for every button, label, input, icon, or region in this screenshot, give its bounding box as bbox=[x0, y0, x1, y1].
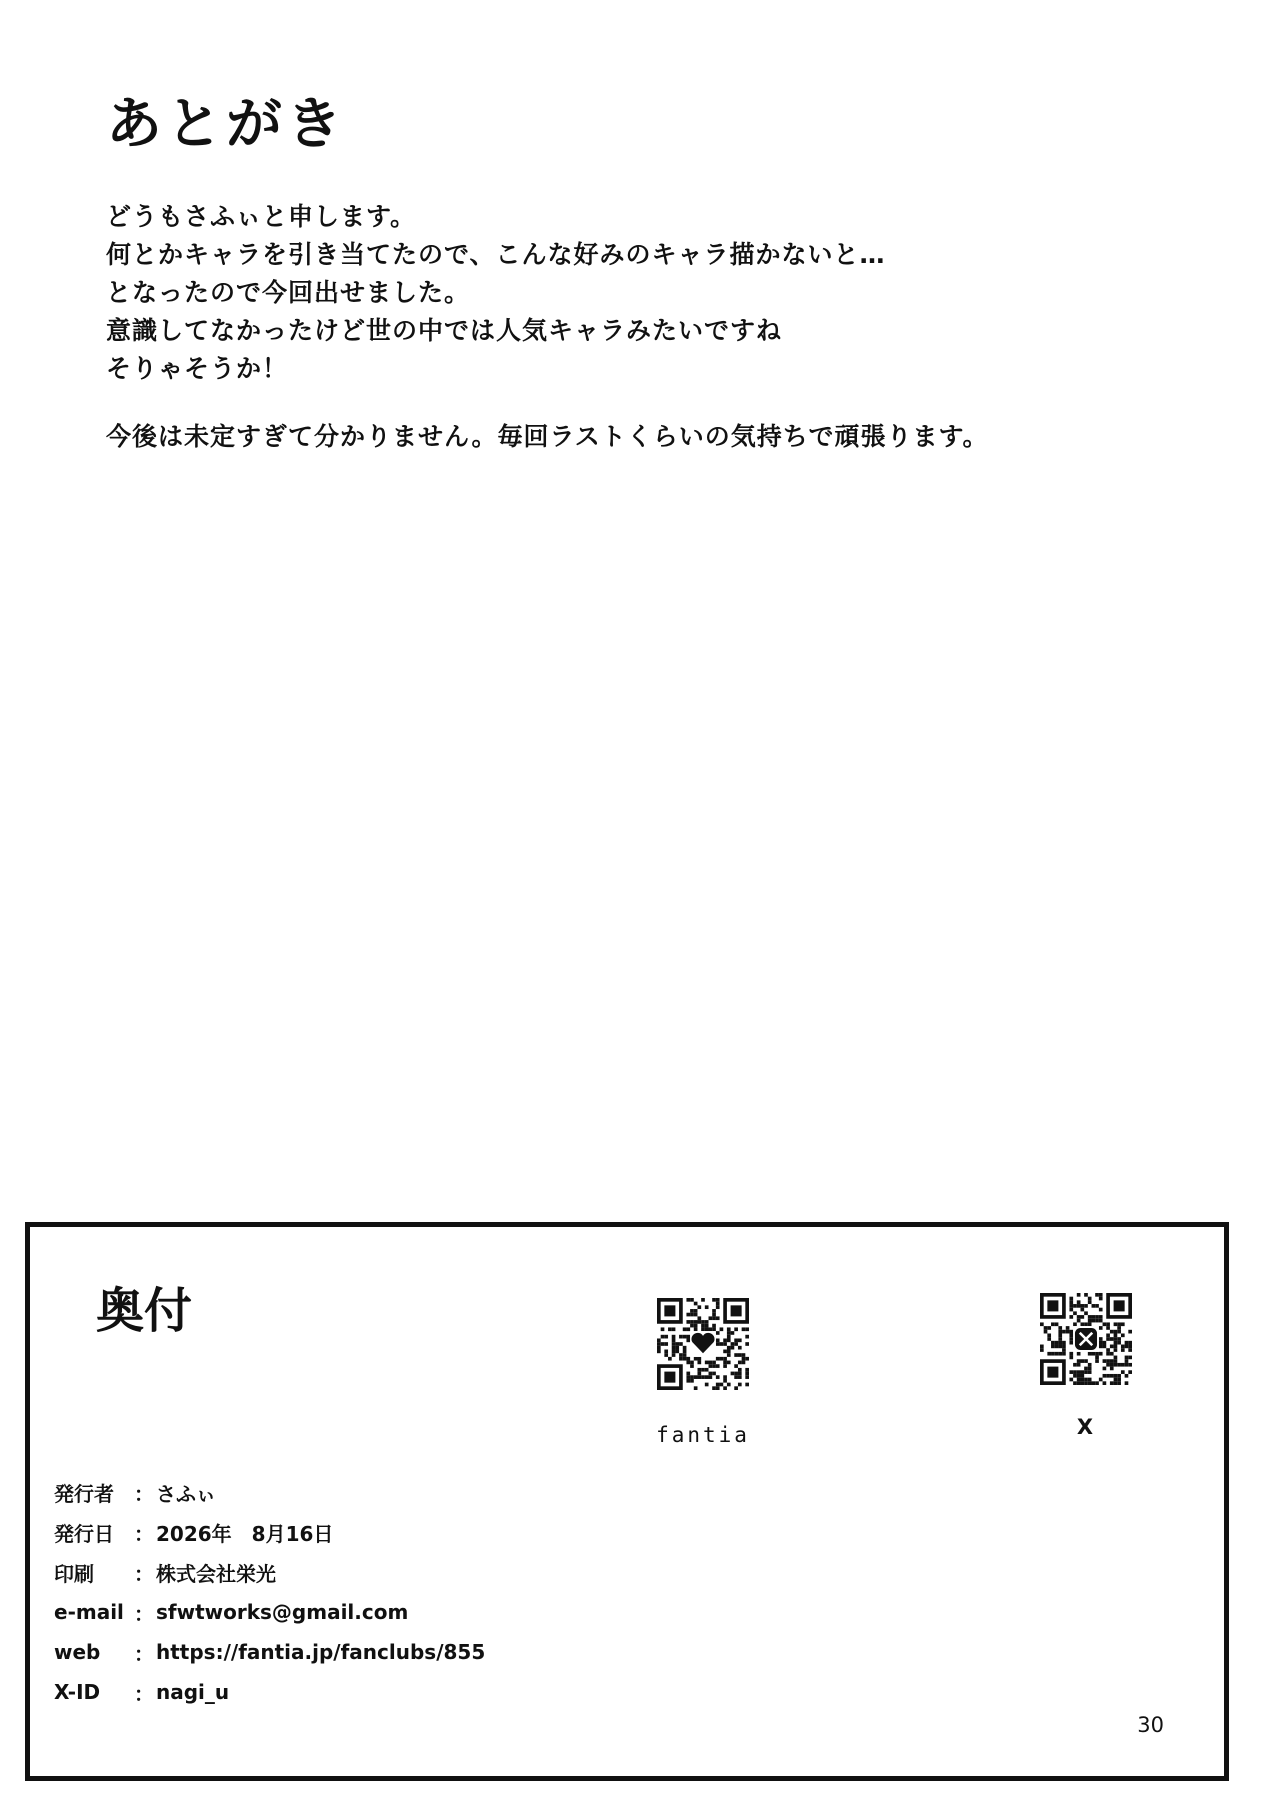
info-row-date bbox=[54, 1512, 485, 1552]
afterword-line: となったので今回出せました。 bbox=[106, 278, 471, 307]
colophon-info-list bbox=[54, 1472, 485, 1712]
info-value: さふぃ bbox=[156, 1481, 216, 1506]
info-row-email bbox=[54, 1592, 485, 1632]
info-separator: ： bbox=[134, 1521, 154, 1546]
web-link[interactable]: https://fantia.jp/fanclubs/855 bbox=[156, 1640, 486, 1664]
email-link[interactable]: sfwtworks@gmail.com bbox=[156, 1600, 409, 1624]
page-number: 30 bbox=[1137, 1713, 1164, 1737]
afterword-line: どうもさふぃと申します。 bbox=[106, 202, 417, 231]
x-qr-label: X bbox=[1076, 1415, 1094, 1439]
info-label: 発行日 bbox=[54, 1521, 114, 1546]
info-label: 発行者 bbox=[54, 1481, 114, 1506]
colophon-title: 奥付 bbox=[96, 1283, 193, 1339]
afterword-line: そりゃそうか！ bbox=[106, 354, 289, 383]
info-separator: ： bbox=[134, 1641, 154, 1666]
fantia-qr-code[interactable] bbox=[657, 1298, 749, 1390]
x-id-value: nagi_u bbox=[156, 1680, 230, 1704]
afterword-line: 意識してなかったけど世の中では人気キャラみたいですね bbox=[106, 316, 783, 345]
info-row-publisher bbox=[54, 1472, 485, 1512]
x-qr-code[interactable] bbox=[1040, 1293, 1132, 1385]
info-value: 2026年 8月16日 bbox=[156, 1521, 334, 1546]
info-value: 株式会社栄光 bbox=[156, 1561, 276, 1586]
afterword-line: 何とかキャラを引き当てたので、こんな好みのキャラ描かないと… bbox=[106, 240, 886, 269]
afterword-title: あとがき bbox=[106, 91, 346, 157]
info-row-printer bbox=[54, 1552, 485, 1592]
info-label: 印刷 bbox=[54, 1561, 94, 1586]
info-label: web bbox=[54, 1640, 101, 1664]
afterword-closing: 今後は未定すぎて分かりません。毎回ラストくらいの気持ちで頑張ります。 bbox=[106, 422, 989, 451]
fantia-qr-label: fantia bbox=[656, 1423, 750, 1447]
x-logo-icon bbox=[1075, 1328, 1097, 1350]
info-label: e-mail bbox=[54, 1600, 124, 1624]
info-separator: ： bbox=[134, 1481, 154, 1506]
info-separator: ： bbox=[134, 1681, 154, 1706]
info-row-web bbox=[54, 1632, 485, 1672]
info-label: X-ID bbox=[54, 1680, 101, 1704]
info-row-x-id bbox=[54, 1672, 485, 1712]
afterword-body bbox=[106, 198, 1206, 456]
info-separator: ： bbox=[134, 1561, 154, 1586]
colophon-box bbox=[25, 1222, 1229, 1781]
info-separator: ： bbox=[134, 1601, 154, 1626]
